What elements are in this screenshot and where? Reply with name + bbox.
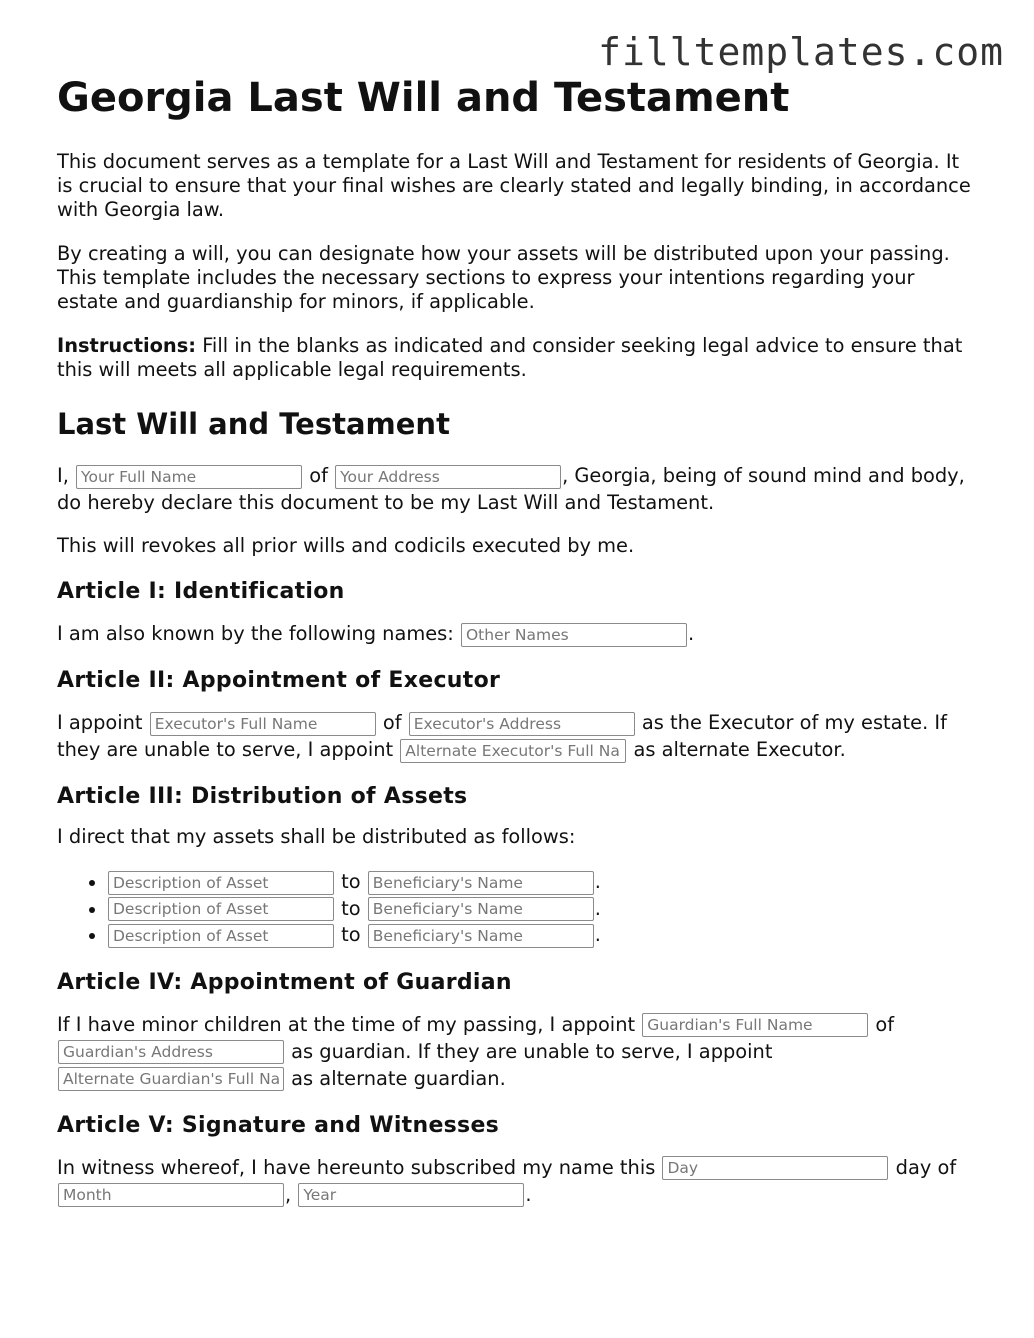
beneficiary-name-input[interactable] xyxy=(368,897,594,921)
article-5-heading: Article V: Signature and Witnesses xyxy=(57,1112,500,1138)
other-names-input[interactable] xyxy=(461,623,687,647)
month-input[interactable] xyxy=(58,1183,284,1207)
page-title: Georgia Last Will and Testament xyxy=(57,75,790,121)
article-5-text-2: day of xyxy=(889,1155,957,1179)
article-4-heading: Article IV: Appointment of Guardian xyxy=(57,969,512,995)
article-1-paragraph xyxy=(57,620,977,647)
article-4-paragraph xyxy=(57,1011,977,1092)
list-item xyxy=(107,869,977,896)
instructions-label: Instructions: xyxy=(57,334,197,357)
alternate-executor-input[interactable] xyxy=(400,739,626,763)
article-4-text-2: of xyxy=(869,1012,895,1036)
asset-description-input[interactable] xyxy=(108,897,334,921)
declaration-paragraph xyxy=(57,462,977,516)
article-4-text-3: as guardian. If they are unable to serve, I appoint xyxy=(285,1039,773,1063)
asset-end: . xyxy=(594,923,601,946)
address-input[interactable] xyxy=(335,465,561,489)
full-name-input[interactable] xyxy=(76,465,302,489)
asset-to-text: to xyxy=(335,923,367,946)
asset-list xyxy=(57,869,977,949)
watermark: filltemplates.com xyxy=(598,30,1004,74)
asset-to-text: to xyxy=(335,870,367,893)
alternate-guardian-input[interactable] xyxy=(58,1067,284,1091)
asset-end: . xyxy=(594,870,601,893)
beneficiary-name-input[interactable] xyxy=(368,871,594,895)
revocation-paragraph: This will revokes all prior wills and codicils executed by me. xyxy=(57,534,635,557)
asset-description-input[interactable] xyxy=(108,924,334,948)
article-1-text: I am also known by the following names: xyxy=(57,622,460,645)
article-2-heading: Article II: Appointment of Executor xyxy=(57,668,501,693)
article-2-text-1: I appoint xyxy=(57,711,149,734)
intro-paragraph-1: This document serves as a template for a Last Will and Testament for residents of Georgia. It is crucial to ensure that your final wishes are clearly stated and legally binding, in accordance with Georgia law. xyxy=(57,150,971,221)
guardian-address-input[interactable] xyxy=(58,1040,284,1064)
article-2-text-2: of xyxy=(376,711,408,734)
document-body xyxy=(57,0,977,1228)
declaration-text-3: , Georgia, being of sound mind and body, do hereby declare this document to be my Last Will and Testament. xyxy=(57,464,965,514)
beneficiary-name-input[interactable] xyxy=(368,924,594,948)
article-2-text-3: as the Executor of my estate. If they are unable to serve, I appoint xyxy=(57,711,947,761)
list-item xyxy=(107,896,977,923)
executor-address-input[interactable] xyxy=(409,712,635,736)
executor-name-input[interactable] xyxy=(150,712,376,736)
asset-description-input[interactable] xyxy=(108,871,334,895)
will-heading: Last Will and Testament xyxy=(57,407,450,441)
article-4-text-1: If I have minor children at the time of my passing, I appoint xyxy=(57,1012,642,1036)
article-5-paragraph xyxy=(57,1154,977,1208)
guardian-name-input[interactable] xyxy=(642,1013,868,1037)
instructions-text: Fill in the blanks as indicated and consider seeking legal advice to ensure that this will meets all applicable legal requirements. xyxy=(57,334,963,381)
article-1-heading: Article I: Identification xyxy=(57,579,345,604)
list-item xyxy=(107,922,977,949)
article-3-heading: Article III: Distribution of Assets xyxy=(57,784,468,809)
article-3-paragraph: I direct that my assets shall be distributed as follows: xyxy=(57,825,576,848)
intro-paragraph-2: By creating a will, you can designate how your assets will be distributed upon your passing. This template includes the necessary sections to express your intentions regarding your estate and guardianship for minors, if applicable. xyxy=(57,242,950,313)
declaration-text-2: of xyxy=(303,464,335,487)
article-5-text-4: . xyxy=(525,1182,532,1206)
article-2-text-4: as alternate Executor. xyxy=(627,738,846,761)
article-5-text-3: , xyxy=(285,1182,298,1206)
asset-to-text: to xyxy=(335,896,367,920)
instructions-paragraph xyxy=(57,334,977,382)
asset-end: . xyxy=(594,896,601,920)
article-1-end: . xyxy=(687,622,695,645)
article-4-text-4: as alternate guardian. xyxy=(285,1066,506,1090)
declaration-text-1: I, xyxy=(57,464,76,487)
article-2-paragraph xyxy=(57,709,977,763)
year-input[interactable] xyxy=(298,1183,524,1207)
day-input[interactable] xyxy=(662,1156,888,1180)
article-5-text-1: In witness whereof, I have hereunto subscribed my name this xyxy=(57,1155,662,1179)
